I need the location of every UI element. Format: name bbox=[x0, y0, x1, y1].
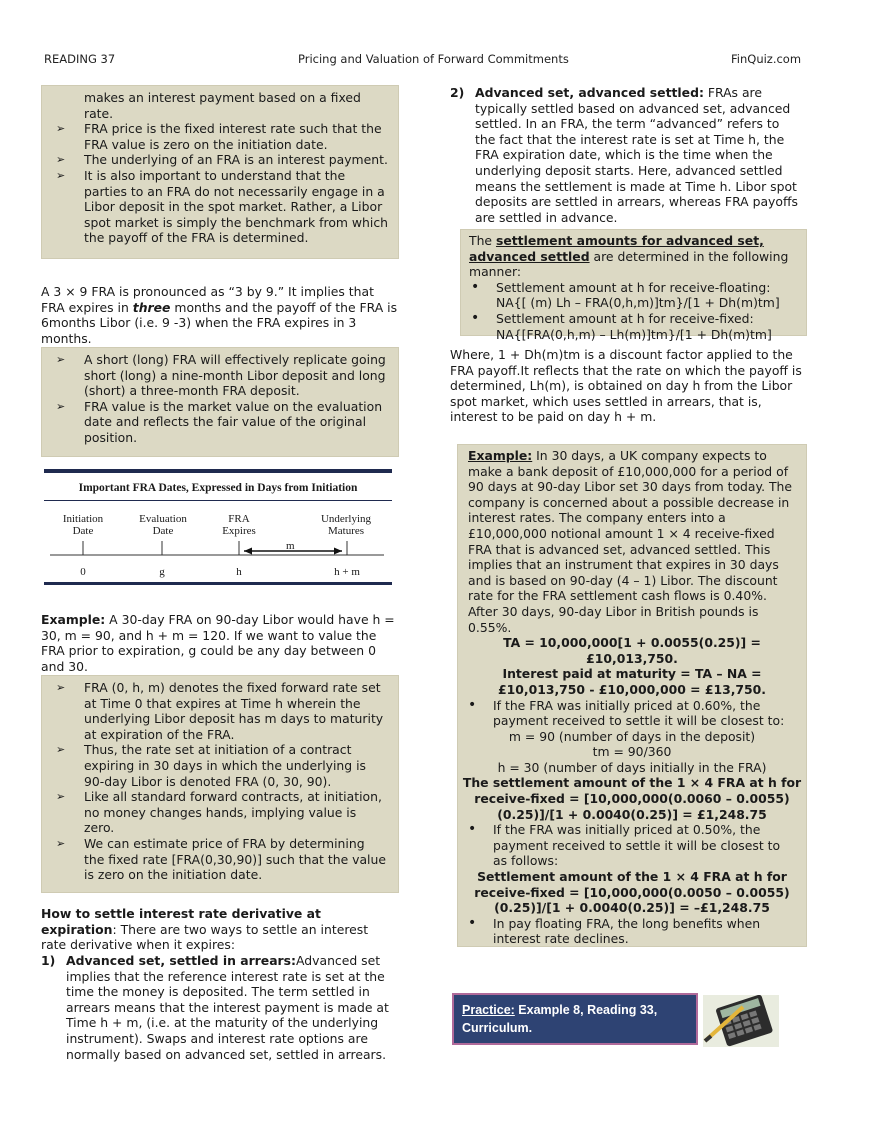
list-item: • If the FRA was initially priced at 0.50%, the payment received to settle it will be closest to as follows: bbox=[468, 821, 781, 869]
example-2-text: Example: In 30 days, a UK company expects to make a bank deposit of £10,000,000 for a period of 90 days at 90-day Libor set 30 days from today. The company is concerned about a possible decrease in interest rates. The company enters into a £10,000,000 notional amount 1 × 4 receive-fixed FRA that is advanced set, advanced settled. This implies that an instrument that expires in 30 days and is based on 90-day (4 – 1) Libor. The discount rate for the FRA settlement cash flows is 0.40%. After 30 days, 90-day Libor in British pounds is 0.55%. bbox=[468, 448, 792, 635]
bullet-dot-icon: • bbox=[468, 821, 477, 838]
list-item: ➢ The underlying of an FRA is an interest payment. bbox=[56, 152, 388, 168]
arrow-bullet-icon: ➢ bbox=[56, 681, 66, 694]
key-points-box-1 bbox=[41, 85, 399, 259]
figure-bottom-rule bbox=[44, 582, 392, 585]
label-underlying-matures: Underlying Matures bbox=[320, 513, 372, 537]
ta-calc: TA = 10,000,000[1 + 0.0055(0.25)] = £10,013,750. bbox=[503, 635, 761, 666]
fra-3x9-paragraph: A 3 × 9 FRA is pronounced as “3 by 9.” It implies that FRA expires in three months and the payoff of the FRA is 6months Libor (i.e. 9 -3) when the FRA expires in 3 months. bbox=[41, 284, 398, 346]
arrow-bullet-icon: ➢ bbox=[56, 790, 66, 804]
bullet-dot-icon: • bbox=[468, 696, 477, 713]
arrow-bullet-icon: ➢ bbox=[56, 122, 66, 136]
list-item: • In pay floating FRA, the long benefits when interest rate declines. bbox=[468, 914, 761, 947]
m-arrow-left bbox=[244, 548, 252, 555]
arrow-bullet-icon: ➢ bbox=[56, 153, 66, 167]
arrow-bullet-icon: ➢ bbox=[56, 399, 66, 413]
bullet-dot-icon: • bbox=[471, 309, 480, 326]
list-item: ➢ Thus, the rate set at initiation of a contract expiring in 30 days in which the underlying is 90-day Libor is denoted FRA (0, 30, 90). bbox=[56, 742, 366, 789]
interest-calc: Interest paid at maturity = TA – NA = £10,013,750 - £10,000,000 = £13,750. bbox=[498, 666, 766, 697]
list-item: • If the FRA was initially priced at 0.60%, the payment received to settle it will be closest to: bbox=[468, 696, 785, 729]
h-line: h = 30 (number of days initially in the FRA) bbox=[497, 759, 767, 775]
box1-list bbox=[42, 121, 398, 246]
key-points-box-2 bbox=[41, 347, 399, 457]
tick-label-0: 0 bbox=[80, 566, 86, 578]
settlement-calc-1: The settlement amount of the 1 × 4 FRA at h for receive-fixed = [10,000,000(0.0060 – 0.0055)(0.25)]/[1 + 0.0040(0.25)] = £1,248.75 bbox=[462, 775, 802, 822]
list-item: ➢ FRA price is the fixed interest rate such that the FRA value is zero on the initiation date. bbox=[56, 121, 382, 152]
list-item: • Settlement amount at h for receive-floating: NA{[ (m) Lh – FRA(0,h,m)]tm}/[1 + Dh(m)tm] bbox=[471, 278, 780, 311]
tm-line: tm = 90/360 bbox=[592, 744, 672, 760]
timeline-svg bbox=[44, 535, 392, 563]
list-item: ➢ FRA (0, h, m) denotes the fixed forward rate set at Time 0 that expires at Time h wherein the underlying Libor deposit has m days to maturity at expiration of the FRA. bbox=[56, 680, 384, 742]
header-site: FinQuiz.com bbox=[731, 52, 802, 66]
settlement-amounts-box bbox=[460, 229, 807, 342]
arrow-bullet-icon: ➢ bbox=[56, 836, 66, 850]
list-item: ➢ We can estimate price of FRA by determining the fixed rate [FRA(0,30,90)] such that the value is zero on the initiation date. bbox=[56, 835, 386, 883]
label-fra-expires: FRA Expires bbox=[222, 513, 256, 537]
calculator-icon bbox=[703, 995, 779, 1047]
figure-title: Important FRA Dates, Expressed in Days from Initiation bbox=[78, 482, 358, 494]
arrow-bullet-icon: ➢ bbox=[56, 743, 66, 757]
settle-heading-paragraph: How to settle interest rate derivative at expiration: There are two ways to settle an interest rate derivative when it expires: bbox=[41, 906, 369, 953]
tick-label-h-plus-m: h + m bbox=[334, 566, 360, 578]
m-arrow-right bbox=[334, 548, 342, 555]
example-2-box bbox=[457, 444, 807, 947]
settle-item-1: 1) Advanced set, settled in arrears:Advanced set implies that the reference interest rate is set at the time the money is deposited. The term settled in arrears means that the interest payment is made at Time h + m, (i.e. at the maturity of the underlying instrument). Swaps and interest rate options are normally based on advanced set, settled in arrears. bbox=[41, 953, 389, 1062]
fra-dates-figure bbox=[44, 469, 392, 585]
key-points-box-3 bbox=[41, 675, 399, 893]
bullet-dot-icon: • bbox=[471, 278, 480, 295]
list-item: ➢ It is also important to understand that the parties to an FRA do not necessarily engage in a Libor deposit in the spot market. Rather, a Libor spot market is simply the benchmark from which the payoff of the FRA is determined. bbox=[56, 167, 389, 246]
list-item: ➢ A short (long) FRA will effectively replicate going short (long) a nine-month Libor deposit and long (short) a three-month FRA deposit. bbox=[56, 352, 386, 399]
header-reading: READING 37 bbox=[44, 52, 116, 66]
m-line: m = 90 (number of days in the deposit) bbox=[508, 728, 756, 744]
label-initiation: Initiation Date bbox=[62, 513, 104, 537]
example-1: Example: A 30-day FRA on 90-day Libor would have h = 30, m = 90, and h + m = 120. If we want to value the FRA prior to expiration, g could be any day between 0 and 30. bbox=[41, 612, 395, 674]
figure-top-rule bbox=[44, 469, 392, 473]
box1-lead: makes an interest payment based on a fixed rate. bbox=[84, 90, 361, 121]
practice-callout: Practice: Example 8, Reading 33, Curriculum. bbox=[452, 993, 698, 1045]
tick-label-g: g bbox=[159, 566, 165, 578]
list-item: ➢ FRA value is the market value on the evaluation date and reflects the fair value of the original position. bbox=[56, 398, 383, 445]
settle-item-2: 2) Advanced set, advanced settled: FRAs are typically settled based on advanced set, advanced settled. In an FRA, the term “advanced” refers to the fact that the interest rate is set at Time h, the FRA expiration date, which is the time when the underlying deposit starts. Here, advanced settled means the settlement is made at Time h. Libor spot deposits are settled in arrears, whereas FRA payoffs are settled in advance. bbox=[450, 85, 798, 225]
settlement-lead: The settlement amounts for advanced set, advanced settled are determined in the following manner: bbox=[469, 233, 789, 280]
label-evaluation: Evaluation Date bbox=[139, 513, 187, 537]
list-item: • Settlement amount at h for receive-fixed: NA{[FRA(0,h,m) – Lh(m)]tm}/[1 + Dh(m)tm] bbox=[471, 309, 772, 342]
figure-title-rule bbox=[44, 500, 392, 501]
settlement-calc-2: Settlement amount of the 1 × 4 FRA at h for receive-fixed = [10,000,000(0.0050 – 0.0055)(0.25)]/[1 + 0.0040(0.25)] = –£1,248.75 bbox=[474, 869, 790, 916]
list-item: ➢ Like all standard forward contracts, at initiation, no money changes hands, implying value is zero. bbox=[56, 789, 382, 836]
header-title: Pricing and Valuation of Forward Commitments bbox=[298, 52, 569, 66]
bullet-dot-icon: • bbox=[468, 914, 477, 931]
m-label: m bbox=[286, 540, 295, 552]
discount-factor-paragraph: Where, 1 + Dh(m)tm is a discount factor applied to the FRA payoff.It reflects that the rate on which the payoff is determined, Lh(m), is obtained on day h from the Libor spot market, which uses settled in arrears, that is, interest to be paid on day h + m. bbox=[450, 347, 802, 425]
tick-label-h: h bbox=[236, 566, 242, 578]
arrow-bullet-icon: ➢ bbox=[56, 168, 66, 182]
arrow-bullet-icon: ➢ bbox=[56, 353, 66, 366]
